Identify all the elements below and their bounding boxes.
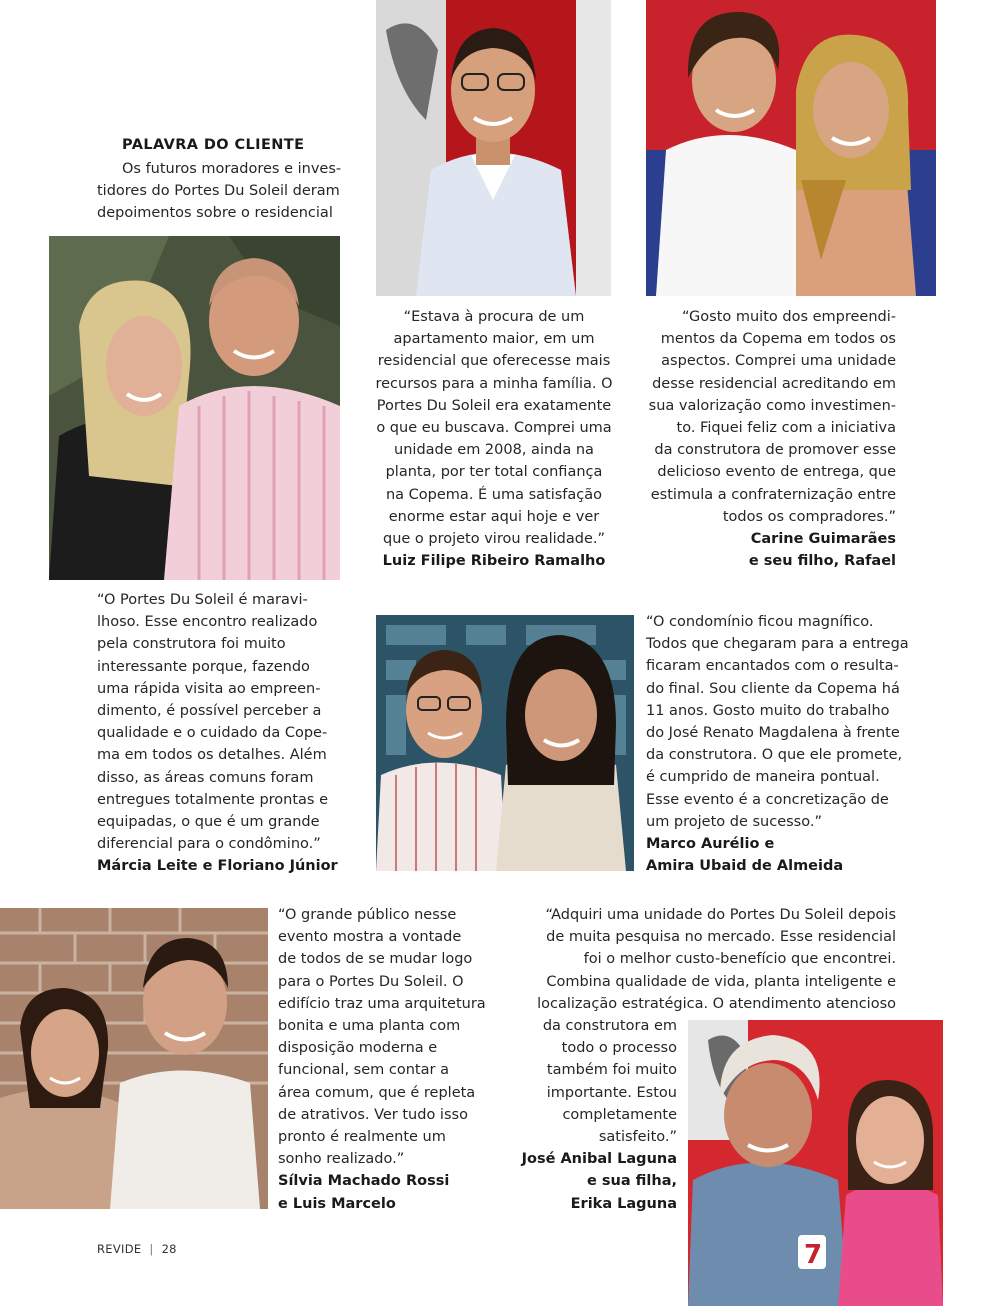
- quote-line: de muita pesquisa no mercado. Esse residencial: [546, 929, 896, 946]
- quote-author: e seu filho, Rafael: [748, 553, 896, 570]
- quote-line: que o projeto virou realidade.”: [382, 531, 605, 548]
- quote-line: “O Portes Du Soleil é maravi-: [97, 592, 308, 608]
- photo-carine-rafael: [646, 0, 936, 296]
- footer-separator: |: [149, 1242, 154, 1256]
- quote-luiz: [372, 306, 616, 572]
- quote-marcia: [97, 589, 347, 878]
- photo-jose-erika: [688, 1020, 943, 1306]
- quote-line: é cumprido de maneira pontual.: [646, 769, 880, 786]
- quote-author: e sua filha,: [586, 1173, 677, 1190]
- quote-line: Esse evento é a concretização de: [646, 791, 889, 808]
- quote-line: área comum, que é repleta: [278, 1084, 476, 1101]
- quote-line: delicioso evento de entrega, que: [657, 464, 896, 481]
- quote-line: Portes Du Soleil era exatamente: [376, 397, 612, 414]
- quote-line: todos os compradores.”: [722, 508, 896, 525]
- quote-line: interessante porque, fazendo: [97, 658, 310, 675]
- page-footer: [97, 1242, 177, 1256]
- quote-author: Márcia Leite e Floriano Júnior: [97, 858, 338, 875]
- quote-line: apartamento maior, em um: [393, 331, 595, 348]
- svg-text:7: 7: [804, 1240, 823, 1270]
- quote-line: completamente: [562, 1106, 677, 1123]
- quote-line: sua valorização como investimen-: [648, 397, 896, 414]
- quote-line: da construtora em: [542, 1018, 677, 1034]
- quote-line: planta, por ter total confiança: [385, 464, 603, 481]
- quote-line: enorme estar aqui hoje e ver: [388, 508, 600, 525]
- quote-line: ma em todos os detalhes. Além: [97, 747, 327, 764]
- quote-line: da construtora. O que ele promete,: [646, 747, 903, 764]
- quote-line: “Gosto muito dos empreendi-: [682, 309, 896, 325]
- quote-line: ficaram encantados com o resulta-: [646, 658, 899, 675]
- page-number: 28: [161, 1242, 177, 1256]
- quote-line: de todos de se mudar logo: [278, 951, 473, 968]
- quote-author: Luiz Filipe Ribeiro Ramalho: [382, 553, 606, 570]
- quote-line: desse residencial acreditando em: [652, 375, 896, 392]
- quote-line: todo o processo: [561, 1040, 677, 1057]
- quote-line: “Adquiri uma unidade do Portes Du Soleil depois: [545, 907, 896, 923]
- quote-line: para o Portes Du Soleil. O: [278, 973, 464, 990]
- quote-line: diferencial para o condômino.”: [97, 836, 321, 853]
- quote-line: dimento, é possível perceber a: [97, 703, 322, 720]
- quote-author: e Luis Marcelo: [278, 1195, 396, 1212]
- quote-author: Carine Guimarães: [750, 531, 896, 548]
- quote-line: da construtora de promover esse: [654, 442, 896, 459]
- quote-line: residencial que oferecesse mais: [377, 353, 611, 370]
- quote-author: Marco Aurélio e: [646, 836, 775, 853]
- quote-author: Amira Ubaid de Almeida: [646, 858, 844, 875]
- quote-line: foi o melhor custo-benefício que encontrei.: [583, 951, 896, 968]
- quote-carine: [640, 306, 896, 572]
- quote-line: unidade em 2008, ainda na: [394, 442, 594, 459]
- quote-line: to. Fiquei feliz com a iniciativa: [676, 420, 896, 437]
- quote-line: de atrativos. Ver tudo isso: [278, 1106, 468, 1123]
- quote-line: Combina qualidade de vida, planta inteligente e: [546, 973, 896, 990]
- quote-line: pronto é realmente um: [278, 1129, 446, 1146]
- quote-author: Sílvia Machado Rossi: [278, 1173, 450, 1190]
- quote-line: mentos da Copema em todos os: [660, 331, 896, 348]
- quote-line: equipadas, o que é um grande: [97, 814, 320, 831]
- quote-line: edifício traz uma arquitetura: [278, 995, 486, 1012]
- quote-line: entregues totalmente prontas e: [97, 791, 329, 808]
- section-title: PALAVRA DO CLIENTE: [122, 137, 305, 153]
- quote-line: localização estratégica. O atendimento atencioso: [537, 995, 896, 1012]
- quote-line: “O grande público nesse: [278, 907, 457, 923]
- quote-line: estimula a confraternização entre: [650, 486, 896, 503]
- quote-line: satisfeito.”: [598, 1129, 677, 1146]
- quote-line: na Copema. É uma satisfação: [385, 486, 603, 503]
- photo-marcia-floriano: [49, 236, 340, 580]
- quote-line: 11 anos. Gosto muito do trabalho: [646, 702, 890, 719]
- quote-line: aspectos. Comprei uma unidade: [661, 353, 896, 370]
- quote-silvia: [278, 904, 518, 1215]
- quote-line: Todos que chegaram para a entrega: [646, 636, 909, 653]
- photo-marco-amira: [376, 615, 634, 871]
- quote-author: Erika Laguna: [570, 1195, 677, 1212]
- intro-line: Os futuros moradores e inves-: [122, 161, 342, 177]
- intro-line: depoimentos sobre o residencial: [97, 205, 333, 222]
- quote-line: “O condomínio ficou magnífico.: [646, 614, 874, 630]
- quote-line: uma rápida visita ao empreen-: [97, 680, 321, 697]
- quote-author: José Anibal Laguna: [521, 1151, 677, 1168]
- quote-jose-bottom: [500, 1015, 677, 1215]
- quote-line: recursos para a minha família. O: [375, 375, 613, 392]
- intro-text: [97, 158, 347, 225]
- quote-line: “Estava à procura de um: [403, 309, 585, 325]
- photo-silvia-luis: [0, 908, 268, 1209]
- quote-line: disso, as áreas comuns foram: [97, 769, 314, 786]
- quote-line: bonita e uma planta com: [278, 1018, 461, 1035]
- photo-luiz-filipe: [376, 0, 611, 296]
- quote-jose-top: [520, 904, 896, 1015]
- intro-line: tidores do Portes Du Soleil deram: [97, 183, 340, 200]
- quote-line: um projeto de sucesso.”: [646, 813, 822, 830]
- quote-line: qualidade e o cuidado da Cope-: [97, 725, 328, 742]
- quote-line: pela construtora foi muito: [97, 636, 286, 653]
- quote-line: importante. Estou: [546, 1084, 677, 1101]
- quote-marco: [646, 611, 946, 877]
- quote-line: evento mostra a vontade: [278, 929, 462, 946]
- quote-line: o que eu buscava. Comprei uma: [376, 420, 612, 437]
- quote-line: funcional, sem contar a: [278, 1062, 449, 1079]
- quote-line: também foi muito: [546, 1062, 677, 1079]
- magazine-name: REVIDE: [97, 1242, 142, 1256]
- quote-line: sonho realizado.”: [278, 1151, 405, 1168]
- quote-line: do José Renato Magdalena à frente: [646, 725, 900, 742]
- quote-line: lhoso. Esse encontro realizado: [97, 614, 318, 631]
- quote-line: do final. Sou cliente da Copema há: [646, 680, 900, 697]
- quote-line: disposição moderna e: [278, 1040, 438, 1057]
